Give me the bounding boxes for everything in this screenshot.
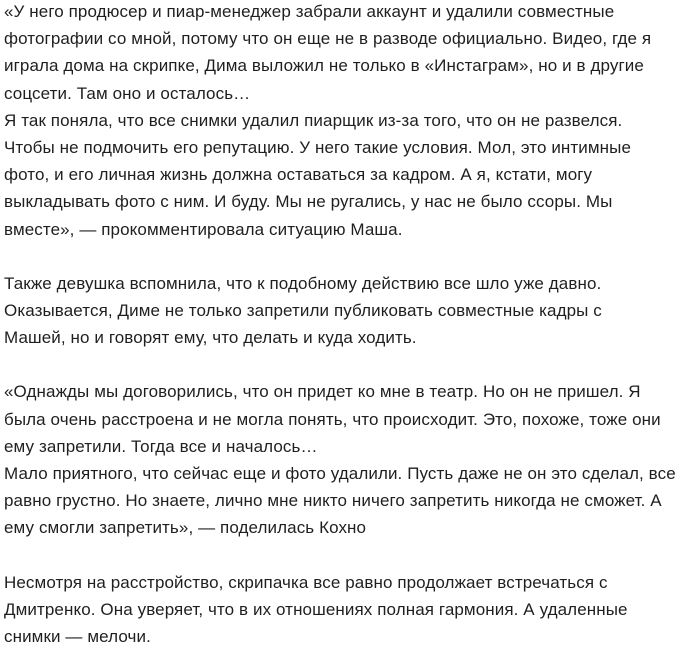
text-line: Я так поняла, что все снимки удалил пиарщик из-за того, что он не развелся.: [4, 110, 623, 130]
text-line: снимки — мелочи.: [4, 627, 151, 647]
text-line: выкладывать фото с ним. И буду. Мы не ругались, у нас не было ссоры. Мы: [4, 192, 613, 212]
paragraph-narration-2: [4, 569, 687, 650]
text-line: Чтобы не подмочить его репутацию. У него такие условия. Мол, это интимные: [4, 138, 632, 158]
text-line: соцсети. Там оно и осталось…: [4, 83, 251, 103]
paragraph-narration-1: [4, 270, 687, 352]
text-line: Также девушка вспомнила, что к подобному действию все шло уже давно.: [4, 273, 602, 293]
text-line: ему запретили. Тогда все и началось…: [4, 436, 318, 456]
text-line: «У него продюсер и пиар-менеджер забрали аккаунт и удалили совместные: [4, 2, 615, 21]
text-line: Машей, но и говорят ему, что делать и куда ходить.: [4, 328, 417, 348]
text-line: фото, и его личная жизнь должна оставаться за кадром. А я, кстати, могу: [4, 165, 593, 185]
paragraph-quote-1: [4, 0, 687, 107]
text-line: ему смогли запретить», — поделилась Кохно: [4, 518, 367, 538]
text-line: равно грустно. Но знаете, лично мне никто ничего запретить никогда не сможет. А: [4, 491, 662, 511]
paragraph-quote-2: [4, 378, 687, 460]
text-line: Несмотря на расстройство, скрипачка все равно продолжает встречаться с: [4, 572, 608, 592]
paragraph-quote-1-continued: [4, 107, 687, 243]
text-line: была очень расстроена и не могла понять, что происходит. Это, похоже, тоже они: [4, 409, 661, 429]
text-line: вместе», — прокомментировала ситуацию Маша.: [4, 219, 403, 239]
text-line: Мало приятного, что сейчас еще и фото удалили. Пусть даже не он это сделал, все: [4, 464, 676, 484]
text-line: фотографии со мной, потому что он еще не в разводе официально. Видео, где я: [4, 29, 652, 49]
text-line: играла дома на скрипке, Дима выложил не только в «Инстаграм», но и в другие: [4, 56, 644, 76]
text-line: Дмитренко. Она уверяет, что в их отношениях полная гармония. А удаленные: [4, 599, 628, 619]
text-line: Оказывается, Диме не только запретили публиковать совместные кадры с: [4, 301, 602, 321]
paragraph-quote-2-continued: [4, 460, 687, 542]
text-line: «Однажды мы договорились, что он придет ко мне в театр. Но он не пришел. Я: [4, 382, 641, 402]
